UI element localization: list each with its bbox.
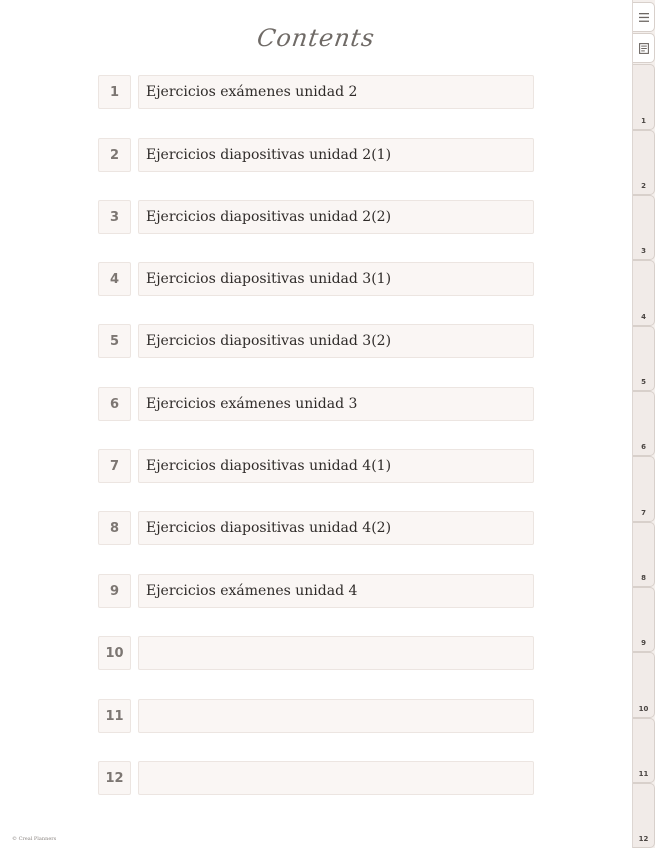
entry-number[interactable]: 3	[98, 200, 131, 234]
section-tab-10[interactable]: 10	[633, 652, 655, 718]
section-tab-9[interactable]: 9	[633, 587, 655, 652]
section-tab-11[interactable]: 11	[633, 718, 655, 783]
contents-row[interactable]	[98, 200, 534, 236]
entry-number[interactable]: 12	[98, 761, 131, 795]
entry-text-field[interactable]	[138, 636, 534, 670]
entry-text-field[interactable]	[138, 761, 534, 795]
contents-row[interactable]	[98, 262, 534, 298]
contents-row[interactable]	[98, 75, 534, 111]
contents-row[interactable]	[98, 574, 534, 610]
page-title: Contents	[255, 24, 377, 52]
section-tab-6[interactable]: 6	[633, 391, 655, 456]
entry-text-field[interactable]: Ejercicios exámenes unidad 3	[138, 387, 534, 421]
contents-page-icon[interactable]	[633, 33, 655, 63]
section-tab-8[interactable]: 8	[633, 522, 655, 587]
entry-number[interactable]: 4	[98, 262, 131, 296]
entry-number[interactable]: 10	[98, 636, 131, 670]
entry-text-field[interactable]: Ejercicios diapositivas unidad 4(1)	[138, 449, 534, 483]
section-tab-12[interactable]: 12	[633, 783, 655, 848]
entry-text-field[interactable]: Ejercicios exámenes unidad 2	[138, 75, 534, 109]
section-tab-2[interactable]: 2	[633, 130, 655, 195]
entry-number[interactable]: 8	[98, 511, 131, 545]
entry-number[interactable]: 9	[98, 574, 131, 608]
section-tab-1[interactable]: 1	[633, 64, 655, 130]
section-tab-3[interactable]: 3	[633, 195, 655, 260]
entry-number[interactable]: 1	[98, 75, 131, 109]
contents-row[interactable]	[98, 324, 534, 360]
contents-row[interactable]	[98, 138, 534, 174]
entry-number[interactable]: 5	[98, 324, 131, 358]
entry-number[interactable]: 7	[98, 449, 131, 483]
contents-row[interactable]	[98, 511, 534, 547]
contents-row[interactable]	[98, 636, 534, 672]
contents-row[interactable]	[98, 761, 534, 797]
entry-text-field[interactable]: Ejercicios diapositivas unidad 2(1)	[138, 138, 534, 172]
section-tab-4[interactable]: 4	[633, 260, 655, 326]
entry-text-field[interactable]: Ejercicios diapositivas unidad 3(2)	[138, 324, 534, 358]
hamburger-menu-icon-glyph	[639, 13, 649, 22]
contents-row[interactable]	[98, 699, 534, 735]
entry-text-field[interactable]: Ejercicios diapositivas unidad 4(2)	[138, 511, 534, 545]
contents-page-icon-glyph	[639, 43, 649, 54]
entry-number[interactable]: 2	[98, 138, 131, 172]
entry-number[interactable]: 6	[98, 387, 131, 421]
entry-number[interactable]: 11	[98, 699, 131, 733]
copyright-footer: © Creal Planners	[12, 836, 57, 842]
entry-text-field[interactable]: Ejercicios exámenes unidad 4	[138, 574, 534, 608]
entry-text-field[interactable]: Ejercicios diapositivas unidad 2(2)	[138, 200, 534, 234]
contents-row[interactable]	[98, 449, 534, 485]
entry-text-field[interactable]: Ejercicios diapositivas unidad 3(1)	[138, 262, 534, 296]
section-tabs-sidebar	[632, 0, 655, 848]
section-tab-7[interactable]: 7	[633, 456, 655, 522]
contents-row[interactable]	[98, 387, 534, 423]
entry-text-field[interactable]	[138, 699, 534, 733]
hamburger-menu-icon[interactable]	[633, 2, 655, 32]
section-tab-5[interactable]: 5	[633, 326, 655, 391]
